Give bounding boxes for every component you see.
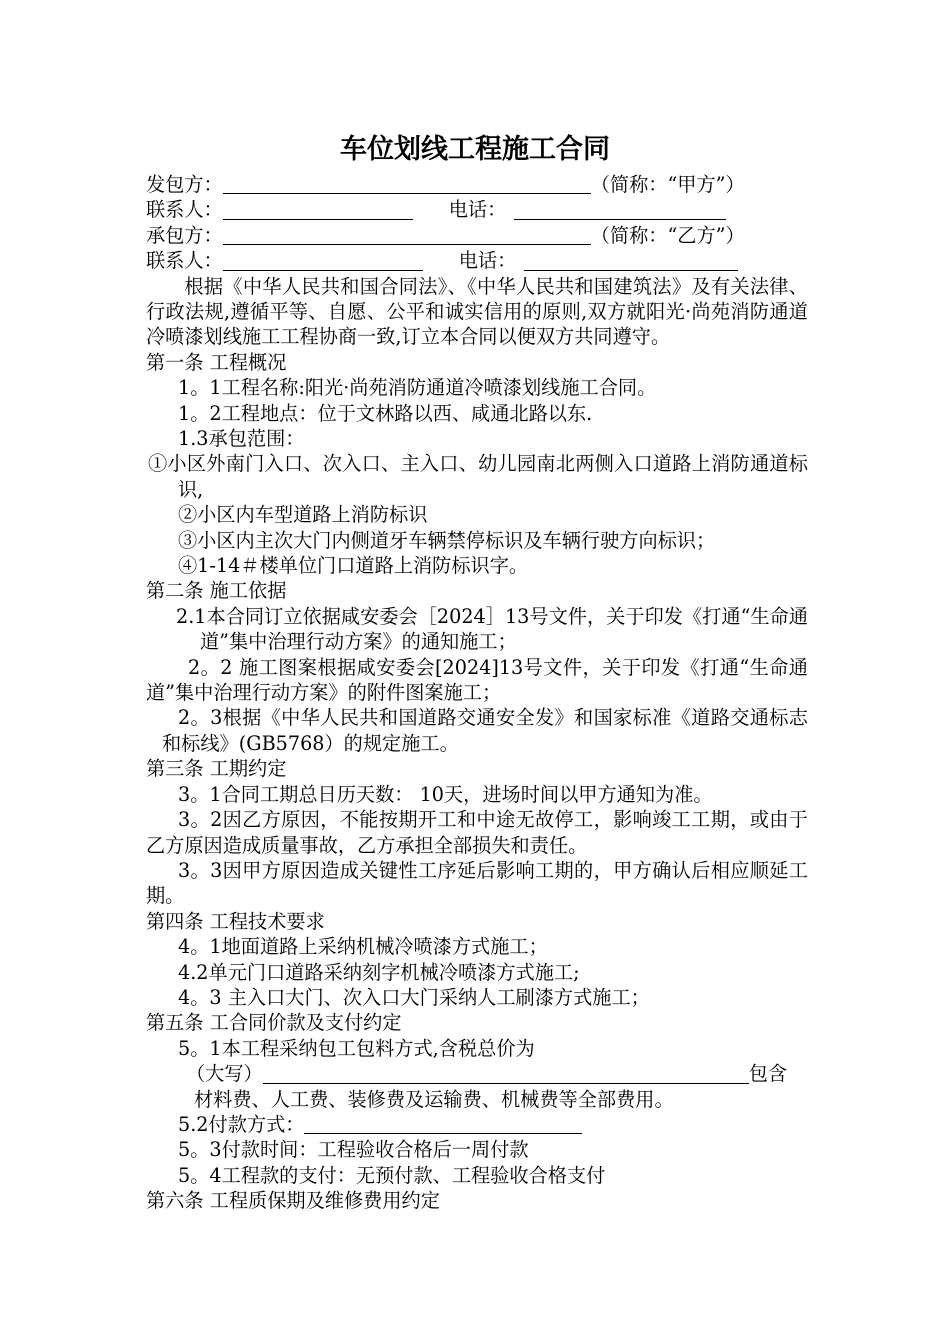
- art1-item1: ①小区外南门入口、次入口、主入口、幼儿园南北两侧入口道路上消防通道标识,: [148, 452, 808, 501]
- contract-body: [146, 172, 808, 1214]
- article1-heading: 第一条 工程概况: [146, 350, 287, 374]
- article5-heading: 第五条 工合同价款及支付约定: [146, 1011, 402, 1035]
- art5-p1-amount-row: [146, 1061, 808, 1086]
- contact2-label: 联系人：: [146, 249, 223, 273]
- phone2-label: 电话：: [458, 249, 517, 273]
- total-price-blank[interactable]: [263, 1063, 749, 1084]
- art3-p3: 3。3因甲方原因造成关键性工序延后影响工期的，甲方确认后相应顺延工期。: [146, 858, 808, 908]
- article2-heading: 第二条 施工依据: [146, 579, 287, 603]
- daxie-label: （大写）: [186, 1062, 263, 1086]
- employer-blank[interactable]: [223, 173, 591, 194]
- payment-method-label: 5.2付款方式：: [178, 1112, 305, 1136]
- art4-p3: 4。3 主入口大门、次入口大门采纳人工刷漆方式施工；: [178, 985, 650, 1009]
- employer-alias: （简称：“甲方”）: [590, 172, 745, 196]
- art5-p4: 5。4工程款的支付：无预付款、工程验收合格支付: [178, 1163, 606, 1187]
- art1-item3: ③小区内主次大门内侧道牙车辆禁停标识及车辆行驶方向标识；: [178, 528, 716, 552]
- art3-p2: 3。2因乙方原因，不能按期开工和中途无故停工，影响竣工工期，或由于乙方原因造成质量事故，乙方承担全部损失和责任。: [146, 808, 808, 857]
- art3-p1: 3。1合同工期总日历天数： 10天，进场时间以甲方通知为准。: [178, 782, 713, 806]
- daxie-tail: 包含: [748, 1062, 788, 1086]
- art1-item4: ④1-14＃楼单位门口道路上消防标识字。: [178, 554, 529, 578]
- art1-item2: ②小区内车型道路上消防标识: [178, 503, 428, 527]
- preamble-paragraph: 根据《中华人民共和国合同法》、《中华人民共和国建筑法》及有关法律、行政法规,遵循平等、自愿、公平和诚实信用的原则,双方就阳光·尚苑消防通道冷喷漆划线施工工程协商一致,订立本合同以便双方共同遵守。: [146, 274, 808, 349]
- art4-p1: 4。1地面道路上采纳机械冷喷漆方式施工；: [178, 935, 548, 959]
- art1-p2: 1。2工程地点：位于文林路以西、咸通北路以东.: [178, 401, 593, 425]
- contact2-row: [146, 248, 808, 273]
- art2-p3: 2。3根据《中华人民共和国道路交通安全发》和国家标准《道路交通标志和标线》(GB5768）的规定施工。: [162, 706, 808, 755]
- art2-p1: 2.1本合同订立依据咸安委会［2024］13号文件，关于印发《打通“生命通道”集中治理行动方案》的通知施工；: [176, 604, 808, 654]
- contact1-blank[interactable]: [223, 199, 413, 220]
- contact1-label: 联系人：: [146, 198, 223, 222]
- payment-method-blank[interactable]: [304, 1113, 582, 1134]
- contact2-blank[interactable]: [223, 250, 423, 271]
- phone1-label: 电话：: [448, 198, 507, 222]
- art5-p1: 5。1本工程采纳包工包料方式,含税总价为: [178, 1036, 535, 1060]
- contractor-blank[interactable]: [223, 224, 591, 245]
- contractor-row: [146, 223, 808, 248]
- art1-p1: 1。1工程名称:阳光·尚苑消防通道冷喷漆划线施工合同。: [178, 376, 657, 400]
- employer-row: [146, 172, 808, 197]
- contact1-row: [146, 197, 808, 222]
- contractor-label: 承包方：: [146, 223, 223, 247]
- art4-p2: 4.2单元门口道路采纳刻字机械冷喷漆方式施工;: [178, 960, 580, 984]
- article4-heading: 第四条 工程技术要求: [146, 909, 325, 933]
- art2-p2: 2。2 施工图案根据咸安委会[2024]13号文件，关于印发《打通“生命通道”集中治理行动方案》的附件图案施工；: [146, 655, 808, 705]
- art5-p1-cont: 材料费、人工费、装修费及运输费、机械费等全部费用。: [194, 1087, 674, 1111]
- article6-heading: 第六条 工程质保期及维修费用约定: [146, 1189, 440, 1213]
- art5-p3: 5。3付款时间：工程验收合格后一周付款: [178, 1138, 529, 1162]
- article3-heading: 第三条 工期约定: [146, 757, 287, 781]
- employer-label: 发包方：: [146, 172, 223, 196]
- art5-p2-row: [146, 1112, 808, 1137]
- phone2-blank[interactable]: [524, 250, 738, 271]
- phone1-blank[interactable]: [514, 199, 726, 220]
- document-title: 车位划线工程施工合同: [340, 134, 610, 165]
- art1-p3: 1.3承包范围：: [178, 427, 305, 450]
- contractor-alias: （简称：“乙方”）: [590, 223, 745, 247]
